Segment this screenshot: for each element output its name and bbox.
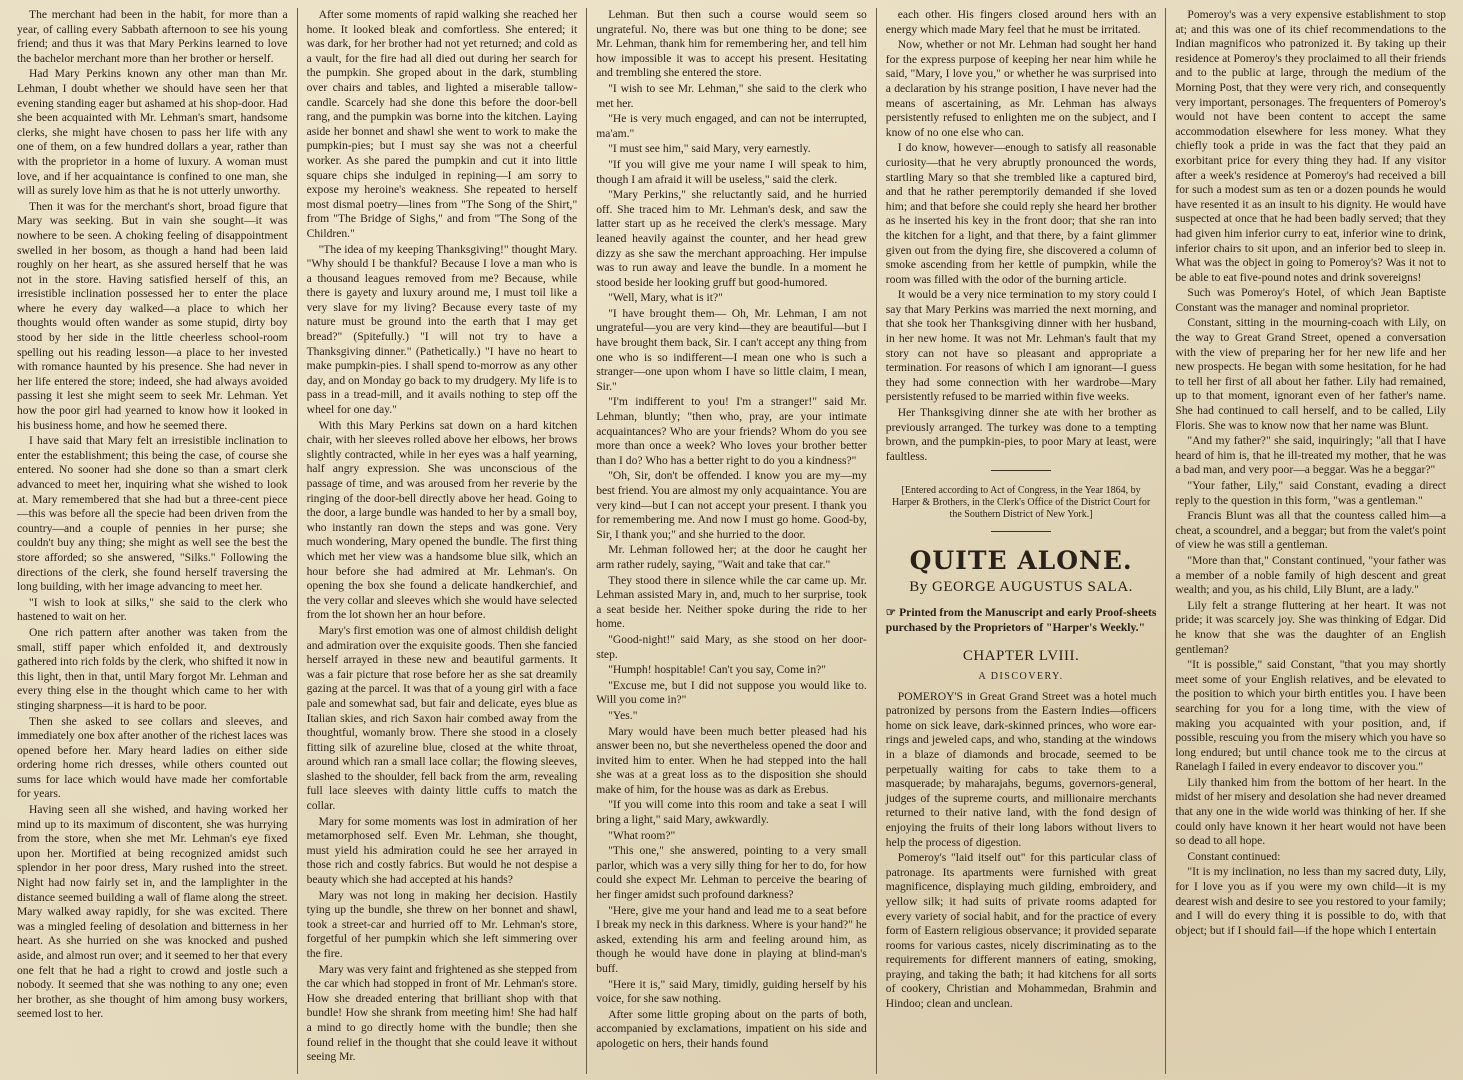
- column-2: [298, 8, 588, 1074]
- paragraph: "Mary Perkins," she reluctantly said, and he hurried off. She traced him to Mr. Lehman's desk, and saw the latter start up as he received the clerk's message. Mary leaned heavily against the counter, and her head grew dizzy as she saw the merchant approaching. Her impulse was to run away and leave the bundle. In a moment he stood beside her looking gruff but good-humored.: [596, 188, 867, 289]
- story-title: QUITE ALONE.: [909, 546, 1133, 576]
- paragraph: "Oh, Sir, don't be offended. I know you are my—my best friend. You are almost my only acquaintance. You are very kind—but I can not accept your present. I thank you for remembering me. And now I must go home. Good-by, Sir, I thank you;" and she hurried to the door.: [596, 469, 867, 541]
- paragraph: Her Thanksgiving dinner she ate with her brother as previously arranged. The turkey was done to a tempting brown, and the pumpkin-pies, to poor Mary at least, were faultless.: [885, 406, 1157, 463]
- paragraph: "Good-night!" said Mary, as she stood on her door-step.: [596, 632, 867, 661]
- paragraph: "Your father, Lily," said Constant, evading a direct reply to the question in this form, "was a gentleman.": [1175, 479, 1446, 507]
- paragraph: Mary was not long in making her decision. Hastily tying up the bundle, she threw on her bonnet and shawl, took a street-car and hurried off to Mr. Lehman's store, forgetful of her pumpkin which she left simmering over the fire.: [306, 888, 578, 960]
- paragraph: each other. His fingers closed around hers with an energy which made Mary feel that he must be irritated.: [885, 8, 1157, 36]
- byline: By GEORGE AUGUSTUS SALA.: [909, 579, 1133, 596]
- paragraph: Mary would have been much better pleased had his answer been no, but she nevertheless opened the door and invited him to enter. When he had stepped into the hall she was at a great loss as to the disposition she should make of him, for the house was as dark as Erebus.: [596, 724, 867, 796]
- paragraph: "I have brought them— Oh, Mr. Lehman, I am not ungrateful—you are very kind—they are beautiful—but I have brought them back, Sir. I can't accept any thing from one who is so indifferent—I mean one who is such a stranger—one upon whom I have so little claim, I mean, Sir.": [596, 306, 867, 393]
- paragraph: Pomeroy's "laid itself out" for this particular class of patronage. Its apartments were furnished with great magnificence, displaying much gilding, embroidery, and yellow silk; it had suits of private rooms adapted for every variety of social habit, and for the practice of every form of Eastern religious observance; it provided separate rooms for various castes, nicely discriminating as to the requirements for different manners of eating, smoking, praying, and taking the bath; it had kitchens for all sorts of cookery, Christian and Mohammedan, Brahmin and Hindoo; clean and unclean.: [885, 851, 1157, 1011]
- paragraph: "It is possible," said Constant, "that you may shortly meet some of your English relatives, and be elevated to the position to which your birth entitles you. I have been searching for you for a long time, with the view of making you acquainted with your position, and, if possible, rescuing you from the misery which you have so long endured; but until chance took me to the circus at Ranelagh I failed in every endeavor to discover you.": [1175, 658, 1446, 774]
- paragraph: Then she asked to see collars and sleeves, and immediately one box after another of the richest laces was opened before her. Mary heard ladies on either side ordering home rich dresses, while others counted out sums for lace which would have made her comfortable for years.: [17, 714, 288, 801]
- paragraph: Had Mary Perkins known any other man than Mr. Lehman, I doubt whether we should have seen her that evening standing eager but ashamed at his shop-door. Had she been acquainted with Mr. Lehman's smart, handsome clerks, she might have chosen to pass her life with any one of them, on a few hundred dollars a year, rather than with the proprietor in a home of luxury. A woman must love, and if her acquaintance is confined to one man, she will as surely love him as that he is not utterly unworthy.: [17, 67, 288, 198]
- paragraph: Mary for some moments was lost in admiration of her metamorphosed self. Even Mr. Lehman, she thought, must yield his admiration could he see her arrayed in those rich and costly fabrics. But would he not despise a beauty which she had accepted at his hands?: [306, 814, 578, 887]
- paragraph: "Well, Mary, what is it?": [608, 291, 723, 305]
- paragraph: "If you will give me your name I will speak to him, though I am afraid it will be useless," said the clerk.: [596, 157, 867, 186]
- section-divider: [991, 531, 1051, 532]
- paragraph: It would be a very nice termination to my story could I say that Mary Perkins was married the next morning, and that she took her Thanksgiving dinner with her husband, in her new home. It was not Mr. Lehman's fault that my story can not have so pleasant and appropriate a termination. For reasons of which I am ignorant—I guess they had some connection with her wardrobe—Mary persistently refused to be married within five weeks.: [885, 288, 1157, 404]
- paragraph: Lily thanked him from the bottom of her heart. In the midst of her misery and desolation she had never dreamed that any one in the wide world was thinking of her. If she could only have known it her heart would not have been so dead to all hope.: [1175, 775, 1446, 848]
- paragraph: "If you will come into this room and take a seat I will bring a light," said Mary, awkwardly.: [596, 798, 867, 827]
- paragraph: After some little groping about on the parts of both, accompanied by exclamations, impatient on his side and apologetic on hers, their hands found: [596, 1007, 867, 1050]
- paragraph: "I'm indifferent to you! I'm a stranger!" said Mr. Lehman, bluntly; "then who, pray, are your intimate acquaintances? Who are your friends? Whom do you see more than once a week? Who loves your brother better than I do? Who has a better right to do you a kindness?": [596, 395, 867, 467]
- paragraph: They stood there in silence while the car came up. Mr. Lehman assisted Mary in, and, much to her surprise, took a seat beside her. Neither spoke during the ride to her home.: [596, 573, 867, 631]
- paragraph: "Here it is," said Mary, timidly, guiding herself by his voice, for she saw nothing.: [596, 977, 867, 1006]
- column-4: [877, 8, 1167, 1074]
- paragraph: Such was Pomeroy's Hotel, of which Jean Baptiste Constant was the manager and nominal proprietor.: [1175, 286, 1446, 314]
- paragraph: "He is very much engaged, and can not be interrupted, ma'am.": [596, 112, 867, 140]
- column-1: [8, 8, 298, 1074]
- paragraph: The merchant had been in the habit, for more than a year, of calling every Sabbath afternoon to see his young friend; and thus it was that Mary Perkins learned to love the bachelor merchant more than her brother or herself.: [17, 8, 288, 65]
- paragraph: Mary was very faint and frightened as she stepped from the car which had stopped in front of Mr. Lehman's store. How she dreaded entering that brilliant shop with that bundle! How she shrank from meeting him! She had half a mind to go directly home with the bundle; then she found relief in the thought that she could leave it without seeing Mr.: [306, 962, 578, 1064]
- paragraph: Having seen all she wished, and having worked her mind up to its maximum of discontent, she was hurrying from the store, when she met Mr. Lehman's eye fixed upon her. Mortified at being recognized amidst such splendor in her poor dress, Mary rushed into the street. Night had now fairly set in, and the lamplighter in the distance seemed building a wall of flame along the street. Mary walked away rapidly, for she was excited. There was a mingled feeling of desolation and bitterness in her heart. As she hurried on she was knocked and pushed aside, and almost run over; and it seemed to her that every one felt that he had a right to crowd and jostle such a nobody. It seemed that she was nothing to any one; even her brother, as she thought of him among busy workers, seemed lost to her.: [17, 803, 288, 1021]
- paragraph: "I wish to look at silks," she said to the clerk who hastened to wait on her.: [17, 595, 288, 624]
- paragraph: Mr. Lehman followed her; at the door he caught her arm rather rudely, saying, "Wait and take that car.": [596, 543, 867, 571]
- column-5: [1166, 8, 1455, 1074]
- paragraph: Mary's first emotion was one of almost childish delight and admiration over the exquisite goods. Then she fancied herself arrayed in these new and beautiful garments. It was a fair picture that rose before her as she sat dreamily gazing at the parcel. It was that of a young girl with a face pale and somewhat sad, but fair and delicate, eyes blue as Italian skies, and rich Saxon hair combed away from the thoughtful, womanly brow. There she stood in a closely fitting silk of azureline blue, closed at the white throat, around which ran a small lace collar; the flowing sleeves, slashed to the shoulder, fell back from the arm, revealing full lace sleeves with dainty little cuffs to match the collar.: [306, 623, 578, 813]
- paragraph: "I must see him," said Mary, very earnestly.: [608, 142, 811, 156]
- paragraph: Lily felt a strange fluttering at her heart. It was not pride; it was scarcely joy. She was thinking of Edgar. Did he know that she was the daughter of an English gentleman?: [1175, 598, 1446, 656]
- paragraph: Constant, sitting in the mourning-coach with Lily, on the way to Great Grand Street, opened a conversation with the view of preparing her for her new life and her new prospects. He began with some hesitation, for he had to tell her first of all about her father. Lily had remained, up to that moment, ignorant even of her father's name. She had continued to call herself, and to be called, Lily Floris. She was to know now that her name was Blunt.: [1175, 316, 1446, 432]
- paragraph: "What room?": [608, 828, 676, 842]
- paragraph: "Here, give me your hand and lead me to a seat before I break my neck in this darkness. Where is your hand?" he asked, extending his arm and feeling around him, as though he would have done in playing at blind-man's buff.: [596, 903, 867, 975]
- column-3: [587, 8, 877, 1074]
- paragraph: I have said that Mary felt an irresistible inclination to enter the establishment; this being the case, of course she entered. No sooner had she done so than a smart clerk advanced to meet her, inquiring what she wished to look at. Mary remembered that she had but a three-cent piece—this was before all the specie had been driven from the country—and a couple of pennies in her purse; she couldn't buy any thing; she might as well see the best the store afforded; so she answered, "Silks." Following the directions of the clerk, she found herself traversing the long building, with her image advancing to meet her.: [17, 434, 288, 594]
- copyright-notice: [Entered according to Act of Congress, in the Year 1864, by Harper & Brothers, in the Clerk's Office of the District Court for the Southern District of New York.]: [891, 485, 1151, 521]
- paragraph: Francis Blunt was all that the countess called him—a cheat, a scoundrel, and a beggar; but from the valet's point of view he was still a gentleman.: [1175, 509, 1446, 552]
- paragraph: "And my father?" she said, inquiringly; "all that I have heard of him is, that he ill-treated my mother, that he was a bad man, and very poor—a beggar. Was he a beggar?": [1175, 434, 1446, 477]
- paragraph: "Yes.": [608, 708, 638, 722]
- paragraph: Then it was for the merchant's short, broad figure that Mary was seeking. But in vain she sought—it was nowhere to be seen. A choking feeling of disappointment swelled in her bosom, as though a hand had been laid roughly on her heart, as she assured herself that he was not in the store. Having satisfied herself of this, an irresistible inclination possessed her to enter the place where he every day walked—a place to which her thoughts would often wander as some stupid, dirty boy stood by her side in the little cheerless school-room spelling out his reading lesson—a place to her invested with romance haunted by his presence. She had never in her life entered the store; indeed, she had always avoided passing it lest she might seem to seek Mr. Lehman. Yet how the poor girl had yearned to know how it looked in his business home, and how he seemed there.: [17, 199, 288, 432]
- paragraph: "More than that," Constant continued, "your father was a member of a noble family of high descent and great wealth; and you, as his child, Lily Blunt, are a lady.": [1175, 553, 1446, 597]
- paragraph: Now, whether or not Mr. Lehman had sought her hand for the express purpose of keeping her near him while he said, "Mary, I love you," or whether he was surprised into a declaration by his strange position, I have never had the means of ascertaining, as Mr. Lehman has always persistently refused to enlighten me on the subject, and I know of no one else who can.: [885, 38, 1157, 139]
- paragraph: "Excuse me, but I did not suppose you would like to. Will you come in?": [596, 678, 867, 707]
- paragraph: "This one," she answered, pointing to a very small parlor, which was a very silly thing for her to do, for how could she expect Mr. Lehman to perceive the bearing of her finger amidst such profound darkness?: [596, 844, 867, 902]
- paragraph: I do know, however—enough to satisfy all reasonable curiosity—that he very abruptly pronounced the words, startling Mary so that she trembled like a captured bird, and that he rather peremptorily demanded if she loved him; and that before she could reply she heard her brother as he inserted his key in the front door; that she ran into the kitchen for a light, and that there, by a faint glimmer given out from the dying fire, she discovered a column of smoke ascending from her kettle of pumpkin, while the room was filled with the odor of the burning article.: [885, 141, 1157, 286]
- chapter-heading: CHAPTER LVIII.: [962, 647, 1080, 664]
- paragraph: Constant continued:: [1187, 849, 1281, 863]
- paragraph: With this Mary Perkins sat down on a hard kitchen chair, with her sleeves rolled above her elbows, her brows slightly contracted, while in her eyes was a half yearning, half angry expression. She was unconscious of the passage of time, and was aroused from her reverie by the ringing of the door-bell directly above her head. Going to the door, a large bundle was handed to her by a small boy, who instantly ran down the steps and was gone. Very much wondering, Mary opened the bundle. The first thing which met her view was a handsome blue silk, which an hour before she had admired at Mr. Lehman's. On opening the box she found a delicate handkerchief, and the very collar and sleeves which she would have selected from the lot shown her an hour before.: [306, 418, 578, 622]
- paragraph: "I wish to see Mr. Lehman," she said to the clerk who met her.: [596, 81, 867, 110]
- paragraph: POMEROY'S in Great Grand Street was a hotel much patronized by persons from the Eastern Indies—officers home on sick leave, dark-skinned princes, who wore ear-rings and jeweled caps, and who, standing at the windows in a blaze of diamonds and brocade, seemed to be perpetually waiting for cabs to take them to a masquerade; by maharajahs, begums, governors-general, judges of the supreme courts, and millionaire merchants returned to their native land, with the fond design of enjoying the fruits of their long labors without livers to help the process of digestion.: [885, 689, 1157, 849]
- paragraph: After some moments of rapid walking she reached her home. It looked bleak and comfortless. She entered; it was dark, for her brother had not yet returned; and cold as a vault, for the fire had all died out during her search for the pumpkin. She groped about in the dark, stumbling over chairs and tables, and lighted a miserable tallow-candle. Scarcely had she done this before the door-bell rang, and the pumpkin was borne into the kitchen. Laying aside her bonnet and shawl she went to work to make the pumpkin-pies; but I must say she was not a cheerful worker. As she pared the pumpkin and cut it into little square chips she indulged in repining—I am sorry to expose my heroine's weakness. She repeated to herself most dismal poetry—lines from "The Song of the Shirt," from "The Bridge of Sighs," and from "The Song of the Children.": [306, 8, 578, 240]
- section-divider: [991, 470, 1051, 471]
- paragraph: Lehman. But then such a course would seem so ungrateful. No, there was but one thing to be done; see Mr. Lehman, thank him for remembering her, and tell him how impossible it was to accept his present. Hesitating and trembling she entered the store.: [596, 8, 867, 80]
- chapter-subhead: A DISCOVERY.: [978, 670, 1064, 682]
- printed-note: ☞ Printed from the Manuscript and early Proof-sheets purchased by the Proprietors of "Harper's Weekly.": [885, 606, 1157, 634]
- paragraph: One rich pattern after another was taken from the small, stiff paper which enfolded it, and dextrously gathered into rich folds by the clerk, who shifted it now in this light, then in that, until Mary forgot Mr. Lehman and every thing else in the thought which came to her with stinging sharpness—it is hard to be poor.: [17, 625, 288, 712]
- paragraph: Pomeroy's was a very expensive establishment to stop at; and this was one of its chief recommendations to the Indian magnificos who patronized it. By taking up their residence at Pomeroy's they proclaimed to all their friends and to the public at large, through the medium of the Morning Post, that they were very rich, and consequently very important, personages. The frequenters of Pomeroy's would not have been content to accept the same accommodation elsewhere for less money. What they chiefly took a pride in was the fact that they paid an exorbitant price for every thing they had. If any visitor after a week's residence at Pomeroy's had received a bill for such a modest sum as ten or a dozen pounds he would have resented it as an insult to his dignity. He would have suspected at once that he had been badly served; that they had given him inferior curry to eat, inferior wine to drink, inferior chairs to sit upon, and an inferior bed to sleep in. What was the object in going to Pomeroy's? Was it not to be able to eat five-pound notes and drink sovereigns!: [1175, 8, 1446, 284]
- paragraph: "Humph! hospitable! Can't you say, Come in?": [608, 663, 827, 677]
- paragraph: "It is my inclination, no less than my sacred duty, Lily, for I love you as if you were my own child—it is my dearest wish and desire to see you restored to your family; and I will do every thing it is possible to do, with that object; but if I should fail—if the hope which I entertain: [1175, 865, 1446, 937]
- paragraph: "The idea of my keeping Thanksgiving!" thought Mary. "Why should I be thankful? Because I love a man who is a thousand leagues removed from me? Because, while there is gayety and luxury around me, I must toil like a very slave for my living? Because every taste of my nature must be ground into the earth that I may get bread?" (Spitefully.) "I will not try to have a Thanksgiving dinner." (Pathetically.) "I have no heart to make pumpkin-pies. I shall spend to-morrow as any other day, and on Monday go back to my drudgery. My life is to pass in a tread-mill, and it avails nothing to step off the wheel for one day.": [306, 242, 578, 417]
